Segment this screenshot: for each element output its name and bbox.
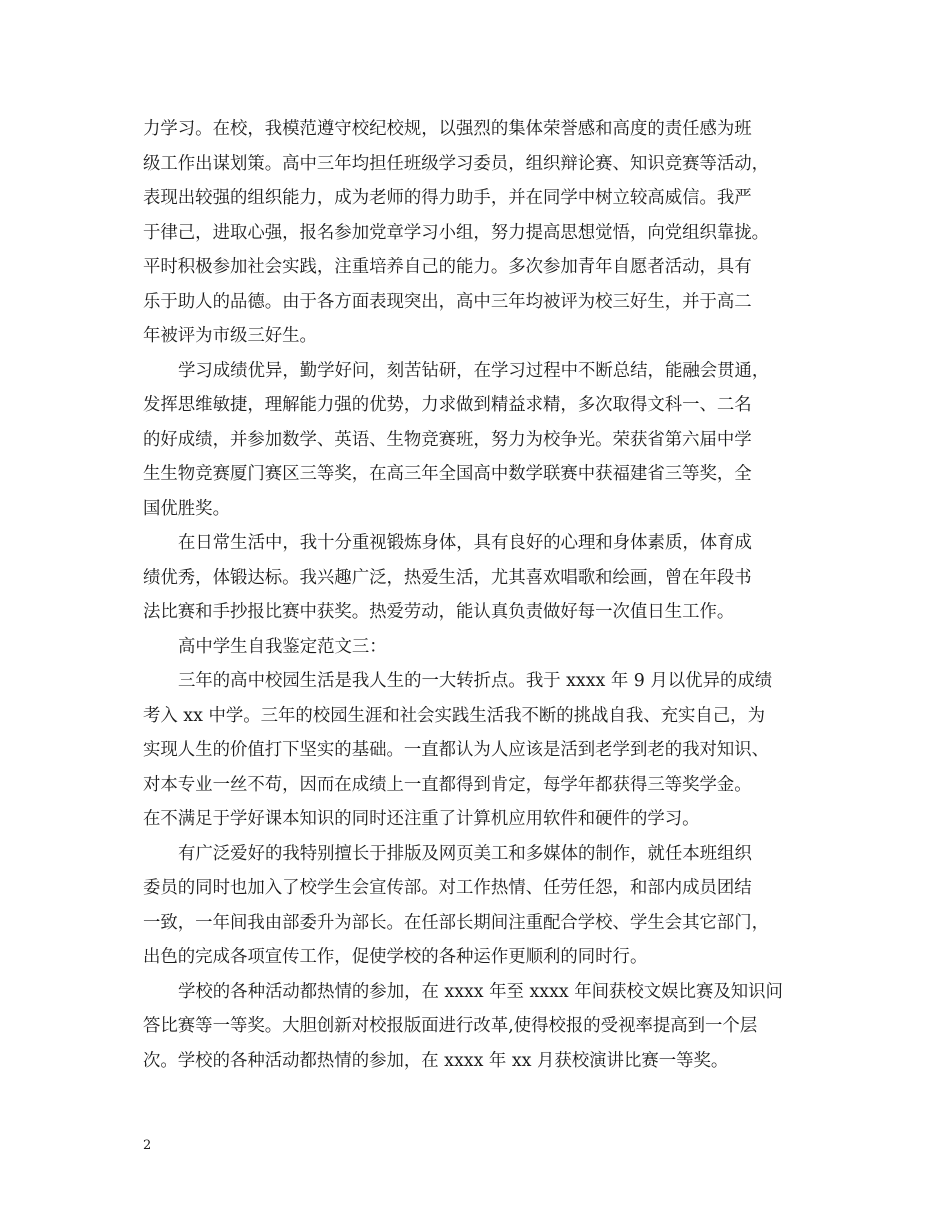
text-line: 力学习。在校，我模范遵守校纪校规，以强烈的集体荣誉感和高度的责任感为班 (143, 119, 752, 139)
text-line: 实现人生的价值打下坚实的基础。一直都认为人应该是活到老学到老的我对知识、 (143, 740, 770, 760)
text-line: 有广泛爱好的我特别擅长于排版及网页美工和多媒体的制作，就任本班组织 (178, 843, 752, 864)
text-line: 法比赛和手抄报比赛中获奖。热爱劳动，能认真负责做好每一次值日生工作。 (143, 602, 735, 622)
text-line: 在日常生活中，我十分重视锻炼身体，具有良好的心理和身体素质，体育成 (178, 533, 752, 553)
text-line: 级工作出谋划策。高中三年均担任班级学习委员，组织辩论赛、知识竞赛等活动， (143, 153, 770, 174)
text-line: 学校的各种活动都热情的参加，在 xxxx 年至 xxxx 年间获校文娱比赛及知识问 (178, 981, 783, 1002)
text-line: 发挥思维敏捷，理解能力强的优势，力求做到精益求精，多次取得文科一、二名 (143, 395, 752, 415)
text-line: 的好成绩，并参加数学、英语、生物竞赛班，努力为校争光。荣获省第六届中学 (143, 429, 752, 450)
text-line: 委员的同时也加入了校学生会宣传部。对工作热情、任劳任怨，和部内成员团结 (143, 878, 752, 898)
text-line: 平时积极参加社会实践，注重培养自己的能力。多次参加青年自愿者活动，具有 (143, 257, 752, 277)
document-body (143, 112, 823, 1078)
text-line: 国优胜奖。 (143, 498, 230, 519)
text-line: 表现出较强的组织能力，成为老师的得力助手，并在同学中树立较高威信。我严 (143, 188, 752, 208)
text-line: 次。学校的各种活动都热情的参加，在 xxxx 年 xx 月获校演讲比赛一等奖。 (143, 1050, 729, 1071)
text-line: 年被评为市级三好生。 (143, 326, 317, 346)
text-line: 出色的完成各项宣传工作，促使学校的各种运作更顺利的同时行。 (143, 947, 648, 967)
text-line: 考入 xx 中学。三年的校园生涯和社会实践生活我不断的挑战自我、充实自己，为 (143, 705, 765, 726)
text-line: 一致，一年间我由部委升为部长。在任部长期间注重配合学校、学生会其它部门， (143, 912, 770, 933)
text-line: 于律己，进取心强，报名参加党章学习小组，努力提高思想觉悟，向党组织靠拢。 (143, 222, 770, 243)
text-line: 绩优秀，体锻达标。我兴趣广泛，热爱生活，尤其喜欢唱歌和绘画，曾在年段书 (143, 567, 752, 588)
text-line: 学习成绩优异，勤学好问，刻苦钻研，在学习过程中不断总结，能融会贯通， (178, 360, 770, 381)
text-line: 答比赛等一等奖。大胆创新对校报版面进行改革,使得校报的受视率提高到一个层 (143, 1016, 758, 1036)
page-number: 2 (143, 1138, 152, 1153)
text-line: 对本专业一丝不苟，因而在成绩上一直都得到肯定，每学年都获得三等奖学金。 (143, 774, 752, 795)
text-line: 乐于助人的品德。由于各方面表现突出，高中三年均被评为校三好生，并于高二 (143, 291, 752, 312)
text-line: 三年的高中校园生活是我人生的一大转折点。我于 xxxx 年 9 月以优异的成绩 (178, 671, 773, 691)
text-line: 在不满足于学好课本知识的同时还注重了计算机应用软件和硬件的学习。 (143, 809, 700, 829)
text-line: 生生物竞赛厦门赛区三等奖，在高三年全国高中数学联赛中获福建省三等奖，全 (143, 464, 752, 484)
text-line: 高中学生自我鉴定范文三： (178, 636, 387, 657)
